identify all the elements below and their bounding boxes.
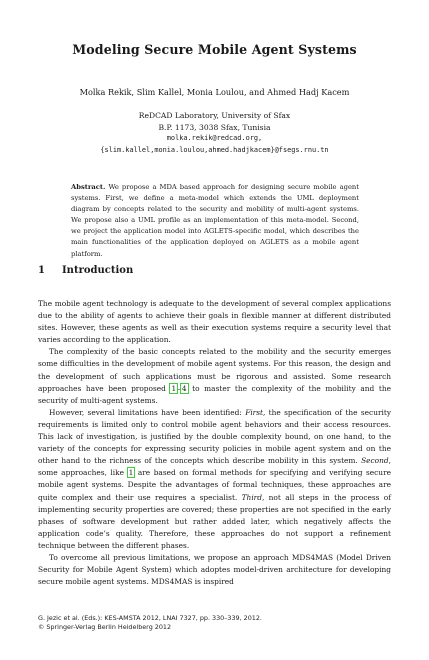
section-heading [38,265,398,276]
paragraph-3-text-c: , some approaches, like [38,456,391,478]
paper-title: Modeling Secure Mobile Agent Systems [72,42,357,57]
emphasis-third: Third [241,492,262,502]
citation-dash: – [177,383,181,393]
affiliation-email-group: {slim.kallel,monia.loulou,ahmed.hadjkacem}@fsegs.rnu.tn [100,146,329,155]
abstract-label: Abstract. [71,183,106,191]
section-title: Introduction [62,265,134,276]
affiliation-block [0,110,429,157]
section-number: 1 [38,265,45,276]
emphasis-second: Second [361,456,389,466]
body-text [38,298,391,588]
paragraph-3 [38,407,391,552]
affiliation-email-primary: molka.rekik@redcad.org, [166,134,263,143]
paragraph-2-text-a: The complexity of the basic concepts related to the mobility and the security emerges some difficulties in the development of mobile agent systems. For this reason, the design and the development of such applications must be rigorous and assisted. Some research approaches have been proposed [38,347,391,393]
paper-authors: Molka Rekik, Slim Kallel, Monia Loulou, and Ahmed Hadj Kacem [79,87,350,97]
affiliation-lab: ReDCAD Laboratory, University of Sfax [138,111,291,120]
paragraph-3-text-d: are based on formal methods for specifying and verifying secure mobile agent systems. Despite the advantages of formal techniques, these approaches are quite complex and their use requires a specialist. [38,468,391,502]
citation-link[interactable]: 1 [171,383,177,393]
abstract-text: We propose a MDA based approach for designing secure mobile agent systems. First, we define a meta-model which extends the UML deployment diagram by concepts related to the security and mobility of multi-agent systems. We propose also a UML profile as an implementation of this meta-model. Second, we project the application model into AGLETS-specific model, which describes the main functionalities of the application deployed on AGLETS as a mobile agent platform. [71,183,359,258]
paragraph-2-text-b: to master the complexity of the mobility and the security of multi-agent systems. [38,383,391,405]
footer-citation: G. Jezic et al. (Eds.): KES-AMSTA 2012, LNAI 7327, pp. 330–339, 2012. [38,614,262,622]
citation-link[interactable]: 4 [181,383,187,393]
footer-copyright: © Springer-Verlag Berlin Heidelberg 2012 [38,622,172,631]
paragraph-3-text-b: , the specification of the security requirements is limited only to control mobile agent behaviors and their access resources. This lack of investigation, is justified by the double complexity bound, on one hand, to the variety of the concepts for expressing security policies in mobile agent system and on the other hand to the richness of the concepts which describe mobility in this system. [38,407,391,466]
publication-footer [38,614,398,632]
citation-link[interactable]: 1 [128,468,134,478]
paragraph-3-text-e: , not all steps in the process of implementing security properties are covered; these properties are not specified in the early phases of software development but rather added later, which negatively affects the application code’s quality. Therefore, these approaches do not support a refinement technique between the different phases. [38,492,391,550]
abstract [71,182,359,260]
affiliation-address: B.P. 1173, 3038 Sfax, Tunisia [158,122,271,132]
paragraph-1: The mobile agent technology is adequate to the development of several complex applications due to the ability of agents to achieve their goals in flexible manner at different distributed sites. However, these agents as well as their execution systems require a security level that varies according to the application. [38,299,391,345]
paragraph-2 [38,346,391,406]
paragraph-4: To overcome all previous limitations, we propose an approach MDS4MAS (Model Driven Security for Mobile Agent System) which adoptes model-driven architecture for developing secure mobile agent systems. MDS4MAS is inspired [38,552,391,587]
paragraph-3-text-a: However, several limitations have been identified: [49,407,246,417]
emphasis-first: First [245,407,263,417]
